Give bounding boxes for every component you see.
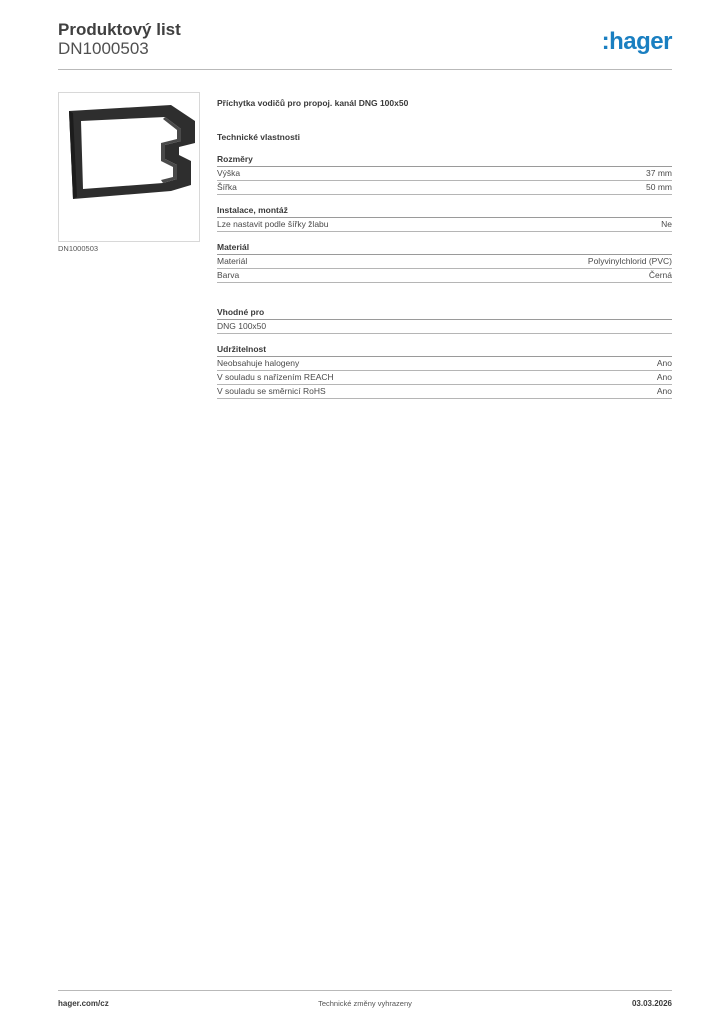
spec-value: Ano <box>656 358 672 368</box>
section-title: Instalace, montáž <box>217 204 672 218</box>
spec-label: Barva <box>217 270 240 280</box>
spec-label: DNG 100x50 <box>217 321 267 331</box>
section-dimensions <box>217 153 672 195</box>
spec-row <box>217 218 672 232</box>
spec-label: Šířka <box>217 182 237 192</box>
spec-value: 50 mm <box>646 182 672 192</box>
product-code: DN1000503 <box>58 39 149 58</box>
spec-row <box>217 385 672 399</box>
spec-row <box>217 320 672 334</box>
spec-row <box>217 371 672 385</box>
product-details <box>217 96 672 399</box>
spec-label: Výška <box>217 168 241 178</box>
section-title: Materiál <box>217 241 672 255</box>
spec-value: Černá <box>648 270 672 280</box>
spec-value: Ano <box>656 372 672 382</box>
spec-value: Ano <box>656 386 672 396</box>
section-sustainability <box>217 343 672 399</box>
cable-clip-illustration <box>59 93 199 241</box>
spec-row <box>217 357 672 371</box>
spec-label: Neobsahuje halogeny <box>217 358 300 368</box>
section-suitable-for <box>217 306 672 334</box>
section-material <box>217 241 672 283</box>
image-caption: DN1000503 <box>58 244 99 253</box>
section-title: Udržitelnost <box>217 343 672 357</box>
section-title: Rozměry <box>217 153 672 167</box>
spec-value: 37 mm <box>646 168 672 178</box>
product-image <box>58 92 200 242</box>
section-title: Vhodné pro <box>217 306 672 320</box>
spec-row <box>217 269 672 283</box>
page-footer <box>58 990 672 1017</box>
spec-label: Lze nastavit podle šířky žlabu <box>217 219 329 229</box>
spec-label: V souladu s nařízením REACH <box>217 372 334 382</box>
spec-value: Polyvinylchlorid (PVC) <box>587 256 672 266</box>
footer-date: 03.03.2026 <box>631 999 672 1008</box>
spec-row <box>217 181 672 195</box>
spec-label: V souladu se směrnicí RoHS <box>217 386 326 396</box>
hager-logo <box>588 28 672 56</box>
footer-disclaimer: Technické změny vyhrazeny <box>318 999 412 1008</box>
section-installation <box>217 204 672 232</box>
product-name: Příchytka vodičů pro propoj. kanál DNG 100x50 <box>217 98 409 108</box>
spec-row <box>217 167 672 181</box>
footer-website: hager.com/cz <box>58 999 109 1008</box>
technical-properties-heading: Technické vlastnosti <box>217 132 300 142</box>
spec-row <box>217 255 672 269</box>
spec-value: Ne <box>661 219 672 229</box>
document-title: Produktový list <box>58 20 181 39</box>
logo-text: :hager <box>601 28 672 55</box>
spec-label: Materiál <box>217 256 248 266</box>
page-header <box>58 20 672 70</box>
